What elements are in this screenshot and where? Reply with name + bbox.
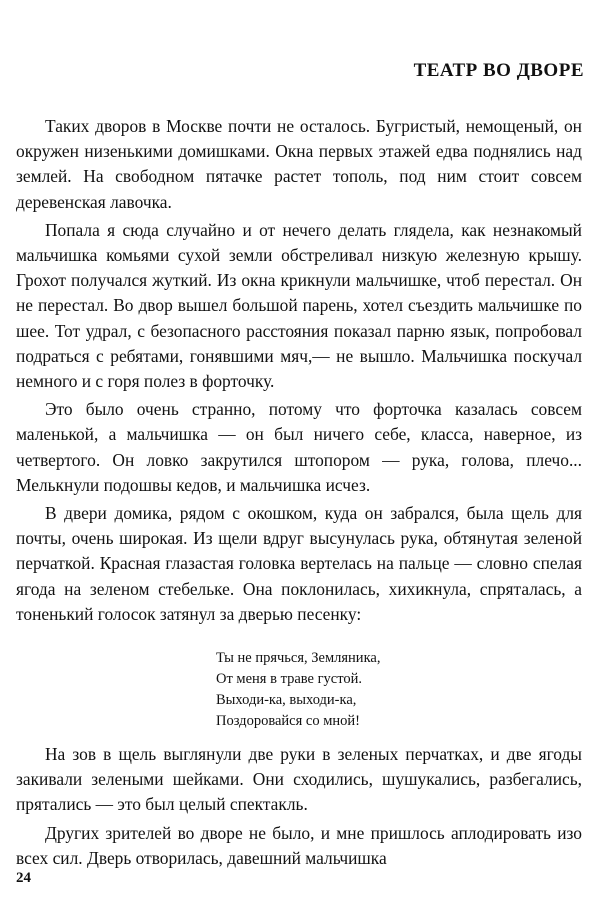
paragraph: На зов в щель выглянули две руки в зеленых перчатках, и две ягоды закивали зелеными шейками. Они сходились, шушукались, разбегались, прятались — это был целый спектакль. xyxy=(16,744,582,815)
paragraph: Это было очень странно, потому что форточка казалась совсем маленькой, а мальчишка — он был ничего себе, класса, наверное, из четвертого. Он ловко закрутился штопором — рука, голова, плечо... Мелькнули подошвы кедов, и мальчишка исчез. xyxy=(16,399,582,495)
paragraph: Других зрителей во дворе не было, и мне пришлось аплодировать изо всех сил. Дверь отворилась, давешний мальчишка xyxy=(16,822,582,868)
poem-line: Ты не прячься, Земляника, xyxy=(216,650,381,666)
poem-stanza xyxy=(216,648,380,732)
paragraph: Таких дворов в Москве почти не осталось. Бугристый, немощеный, он окружен низенькими домишками. Окна первых этажей едва поднялись над землей. На свободном пятачке растет тополь, под ним стоит совсем деревенская лавочка. xyxy=(16,116,582,212)
chapter-title: ТЕАТР ВО ДВОРЕ xyxy=(413,60,584,81)
paragraph: В двери домика, рядом с окошком, куда он забрался, была щель для почты, очень широкая. Из щели вдруг высунулась рука, обтянутая зеленой перчаткой. Красная глазастая головка вертелась на пальце — словно спелая ягода на зеленом стебельке. Она поклонилась, хихикнула, спряталась, а тоненький голосок затянул за дверью песенку: xyxy=(16,503,582,624)
paragraph: Попала я сюда случайно и от нечего делать глядела, как незнакомый мальчишка комьями сухой земли обстреливал низкую железную крышу. Грохот получался жуткий. Из окна крикнули мальчишке, чтоб перестал. Он не перестал. Во двор вышел большой парень, хотел съездить мальчишке по шее. Тот удрал, с безопасного расстояния показал парню язык, попробовал подраться с ребятами, гонявшими мяч,— не вышло. Мальчишка поскучал немного и с горя полез в форточку. xyxy=(16,219,582,392)
poem-line: Выходи-ка, выходи-ка, xyxy=(216,692,357,708)
poem-line: Поздоровайся со мной! xyxy=(216,713,360,729)
text-block-after-poem xyxy=(16,742,582,874)
text-block-before-poem xyxy=(16,114,582,630)
poem-line: От меня в траве густой. xyxy=(216,671,363,687)
page-number: 24 xyxy=(16,870,31,886)
